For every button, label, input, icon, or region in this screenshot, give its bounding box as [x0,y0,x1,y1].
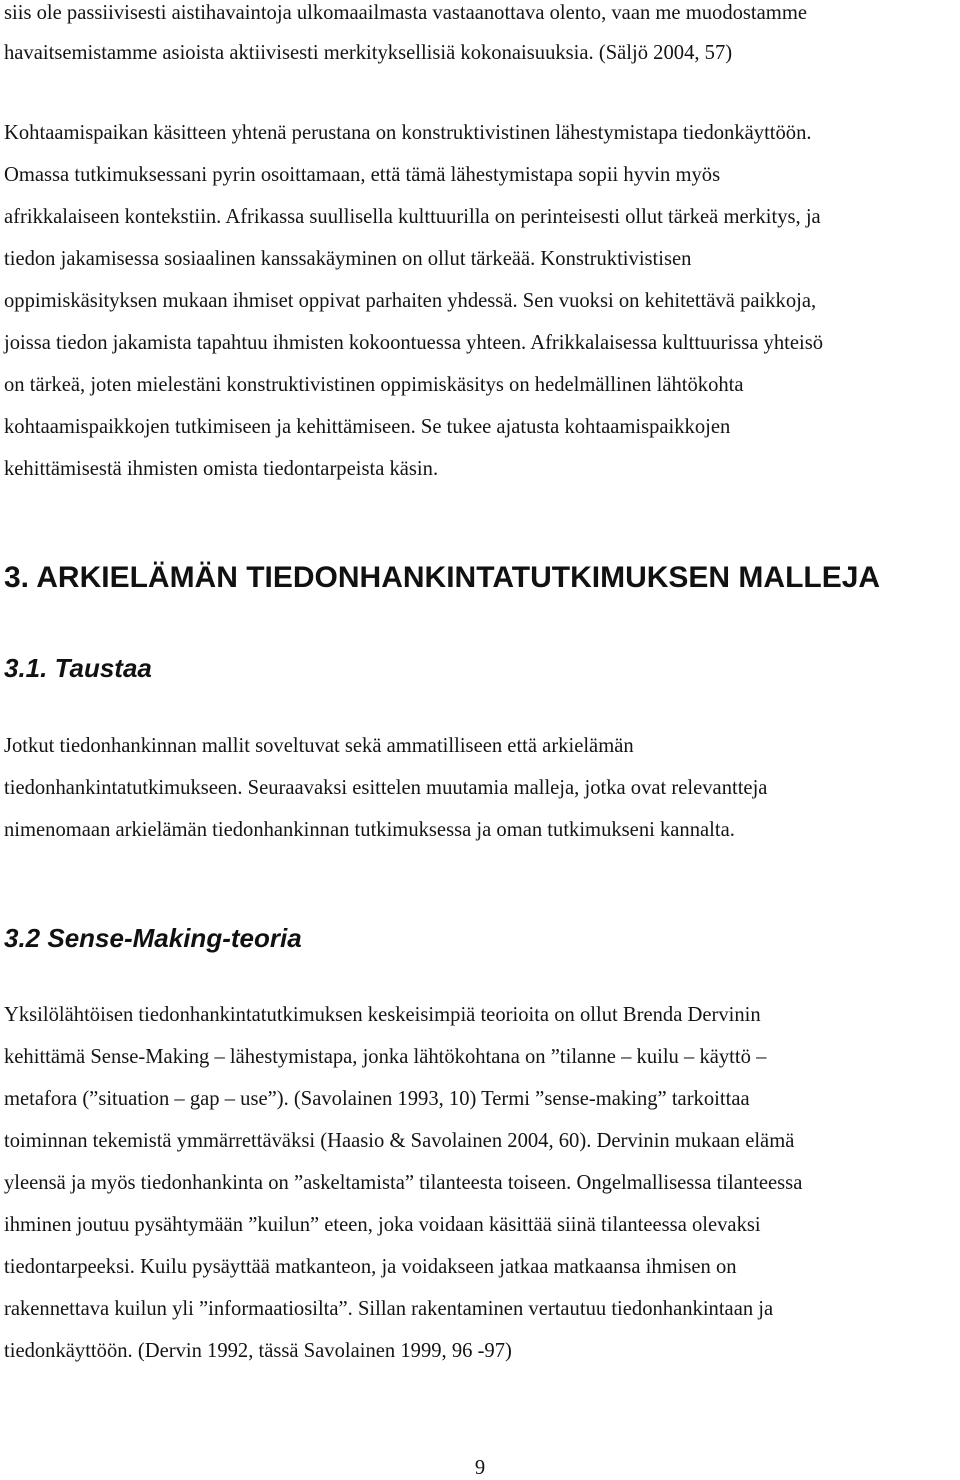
section-3-heading: 3. ARKIELÄMÄN TIEDONHANKINTATUTKIMUKSEN MALLEJA [4,561,881,594]
text-line: tiedon jakamisessa sosiaalinen kanssakäyminen on ollut tärkeää. Konstruktivistisen [4,248,692,270]
section-3-2-heading: 3.2 Sense-Making-teoria [4,923,302,953]
text-line: rakennettava kuilun yli ”informaatiosilta”. Sillan rakentaminen vertautuu tiedonhankintaan ja [4,1298,774,1320]
text-line: tiedontarpeeksi. Kuilu pysäyttää matkanteon, ja voidakseen jatkaa matkaansa ihmisen on [4,1256,737,1278]
text-line: metafora (”situation – gap – use”). (Savolainen 1993, 10) Termi ”sense-making” tarkoittaa [4,1088,750,1110]
text-line: nimenomaan arkielämän tiedonhankinnan tutkimuksessa ja oman tutkimukseni kannalta. [4,819,735,841]
text-line: kehittämisestä ihmisten omista tiedontarpeista käsin. [4,458,439,480]
page-number: 9 [474,1457,486,1479]
text-line: tiedonhankintatutkimukseen. Seuraavaksi esittelen muutamia malleja, jotka ovat relevantteja [4,777,768,799]
text-line: siis ole passiivisesti aistihavaintoja ulkomaailmasta vastaanottava olento, vaan me muodostamme [4,2,807,24]
text-line: Omassa tutkimuksessani pyrin osoittamaan, että tämä lähestymistapa sopii hyvin myös [4,164,721,186]
text-line: joissa tiedon jakamista tapahtuu ihmisten kokoontuessa yhteen. Afrikkalaisessa kulttuurissa yhteisö [4,332,824,354]
section-3-1-heading: 3.1. Taustaa [4,653,152,683]
text-line: oppimiskäsityksen mukaan ihmiset oppivat parhaiten yhdessä. Sen vuoksi on kehitettävä paikkoja, [4,290,817,312]
text-line: havaitsemistamme asioista aktiivisesti merkityksellisiä kokonaisuuksia. (Säljö 2004, 57) [4,42,733,64]
text-line: tiedonkäyttöön. (Dervin 1992, tässä Savolainen 1999, 96 -97) [4,1340,512,1362]
text-line: Jotkut tiedonhankinnan mallit soveltuvat sekä ammatilliseen että arkielämän [4,735,634,757]
text-line: kehittämä Sense-Making – lähestymistapa, jonka lähtökohtana on ”tilanne – kuilu – käyttö – [4,1046,767,1068]
text-line: toiminnan tekemistä ymmärrettäväksi (Haasio & Savolainen 2004, 60). Dervinin mukaan elämä [4,1130,795,1152]
text-line: Kohtaamispaikan käsitteen yhtenä perustana on konstruktivistinen lähestymistapa tiedonkäyttöön. [4,122,812,144]
text-line: on tärkeä, joten mielestäni konstruktivistinen oppimiskäsitys on hedelmällinen lähtökohta [4,374,744,396]
text-line: Yksilölähtöisen tiedonhankintatutkimuksen keskeisimpiä teorioita on ollut Brenda Dervinin [4,1004,761,1026]
text-line: yleensä ja myös tiedonhankinta on ”askeltamista” tilanteesta toiseen. Ongelmallisessa tilanteessa [4,1172,803,1194]
text-line: kohtaamispaikkojen tutkimiseen ja kehittämiseen. Se tukee ajatusta kohtaamispaikkojen [4,416,731,438]
text-line: ihminen joutuu pysähtymään ”kuilun” eteen, joka voidaan käsittää siinä tilanteessa olevaksi [4,1214,761,1236]
text-line: afrikkalaiseen kontekstiin. Afrikassa suullisella kulttuurilla on perinteisesti ollut tärkeä merkitys, ja [4,206,821,228]
